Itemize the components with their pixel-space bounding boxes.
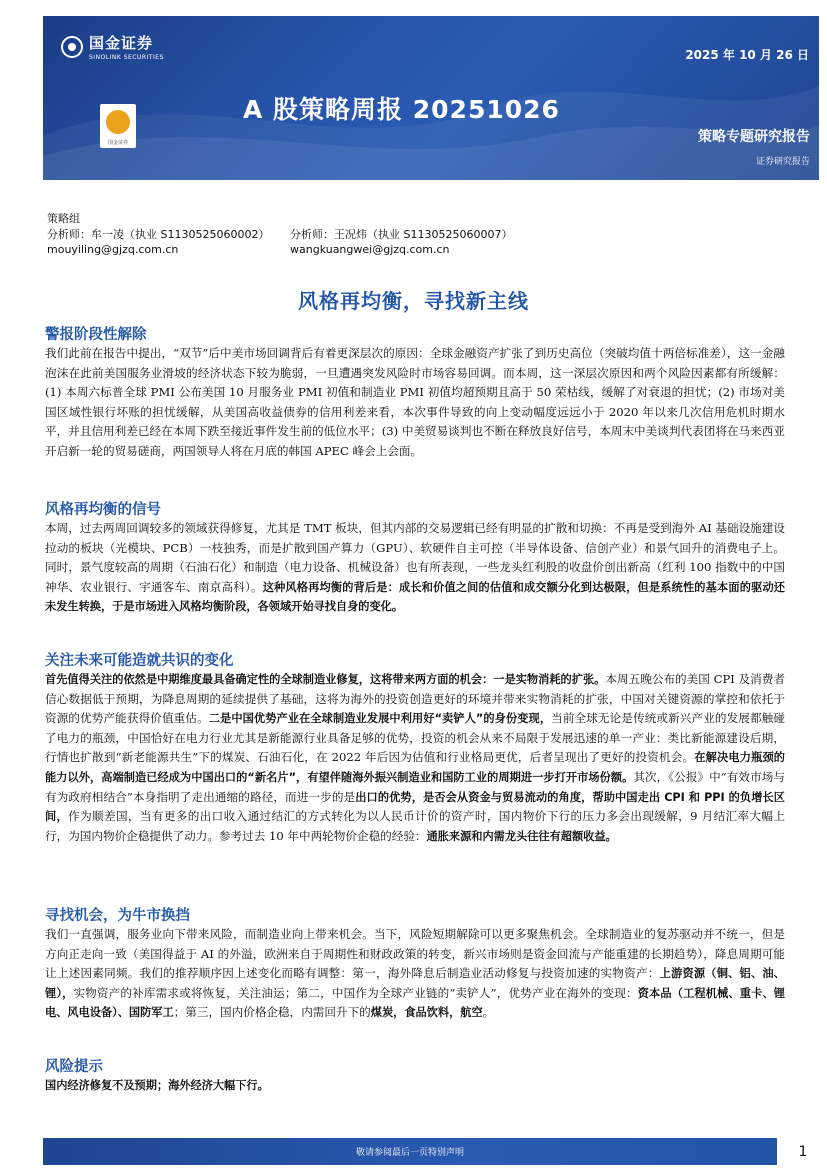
text-3: ；第三，国内价格企稳，内需回升下的: [173, 1005, 371, 1020]
section-rebalance-signal: [45, 501, 785, 617]
section-body: [45, 925, 785, 1023]
main-title: 风格再均衡，寻找新主线: [298, 289, 529, 313]
text-4: 作为顺差国，当有更多的出口收入通过结汇的方式转化为以人民币计价的资产时，国内物价下行的压力多会出现缓解，9 月结汇率大幅上行，为国内物价企稳提供了动力。参考过去 10 年中两轮物价企稳的经验：: [45, 809, 785, 843]
text-3: 其次，《公报》中“有效市场与有为政府相结合”本身指明了走出通缩的路径，而进一步的是: [45, 769, 785, 804]
section-body: [45, 1076, 785, 1096]
author-2-email[interactable]: wangkuangwei@gjzq.com.cn: [290, 243, 450, 256]
section-body: 我们此前在报告中提出，“双节”后中美市场回调背后有着更深层次的原因：全球金融资产扩张了到历史高位（突破均值十两倍标准差），这一金融泡沫在此前美国服务业滑坡的经济状态下较为脆弱，一旦遭遇突发风险时市场容易回调。而本周，这一深层次原因和两个风险因素都有所缓解：(1) 本周六标普全球 PMI 公布美国 10 月服务业 PMI 初值和制造业 PMI 初值均超预期且高于 50 荣枯线，缓解了对衰退的担忧；(2) 市场对美国区域性银行坏账的担忧缓解，从美国高收益债券的信用利差来看，本次事件导致的向上变动幅度远远小于 2020 年以来几次信用危机时期水平，并且信用利差已经在本周下跌至接近事件发生前的低位水平；(3) 中美贸易谈判也不断在释放良好信号，本周末中美谈判代表团将在马来西亚开启新一轮的贸易磋商，两国领导人将在月底的韩国 APEC 峰会上会面。: [45, 346, 785, 458]
bold-3: 煤炭，食品饮料，航空: [370, 1006, 483, 1020]
text-1: 我们一直强调，服务业向下带来风险，而制造业向上带来机会。当下，风险短期解除可以更多聚焦机会。全球制造业的复苏驱动并不统一，但是方向正走向一致（美国得益于 AI 的外溢，欧洲来自于周期性和财政政策的转变，新兴市场则是资金回流与产能重建的长期趋势），降息周期可能让上述因素同频。我们的推荐顺序因上述变化而略有调整：第一，海外降息后制造业活动修复与投资加速的实物资产：: [45, 927, 785, 981]
footer-bar: [43, 1138, 777, 1165]
qr-code-badge: [100, 104, 136, 148]
section-find-opportunity: [45, 907, 785, 1023]
report-header-banner: [43, 16, 819, 180]
bold-1: 上游资源（铜、铝、油、锂），: [45, 967, 785, 1000]
bold-1: 首先值得关注的依然是中期维度最具备确定性的全球制造业修复，这将带来两方面的机会：一是实物消耗的扩张。: [45, 673, 606, 686]
section-alert-lifted: [45, 326, 785, 462]
qr-caption: 国金证券: [107, 140, 128, 146]
section-heading: 警报阶段性解除: [45, 327, 147, 343]
section-heading: 风险提示: [45, 1059, 103, 1075]
bold-4: 出口的优势，是否会从资金与贸易流动的角度，帮助中国走出 CPI 和 PPI 的负增长区间，: [45, 790, 785, 824]
section-text: 本周，过去两周回调较多的领域获得修复，尤其是 TMT 板块，但其内部的交易逻辑已经有明显的扩散和切换：不再是受到海外 AI 基础设施建设拉动的板块（光模块、PCB）一枝独秀，而是扩散到国产算力（GPU）、软硬件自主可控（半导体设备、信创产业）和景气回升的消费电子上。同时，景气度较高的周期（石油石化）和制造（电力设备、机械设备）也有所表现，一些龙头红利股的收盘价创出新高（红利 100 指数中的中国神华、农业银行、宇通客车、南京高科）。: [45, 521, 785, 594]
logo-icon: [61, 36, 83, 58]
authors-block: [47, 211, 513, 258]
report-category: 策略专题研究报告: [698, 129, 810, 145]
company-logo: [61, 32, 164, 61]
logo-name-en: SINOLINK SECURITIES: [89, 54, 164, 61]
author-group: 策略组: [47, 212, 80, 225]
section-future-consensus: [45, 652, 785, 846]
section-risk: [45, 1058, 785, 1096]
text-4: 。: [482, 1005, 495, 1020]
report-type: 证券研究报告: [755, 157, 810, 167]
report-date: 2025 年 10 月 26 日: [685, 48, 809, 62]
logo-name-cn: 国金证券: [89, 34, 154, 52]
section-body: [45, 519, 785, 617]
bold-2: 二是中国优势产业在全球制造业发展中利用好“卖铲人”的身份变现，: [208, 712, 552, 726]
section-heading: 风格再均衡的信号: [45, 502, 161, 518]
section-bold-text: 这种风格再均衡的背后是：成长和价值之间的估值和成交额分化到达极限，但是系统性的基本面的驱动还未发生转换，于是市场进入风格均衡阶段，各领域开始寻找自身的变化。: [45, 580, 785, 614]
risk-text: 国内经济修复不及预期；海外经济大幅下行。: [45, 1079, 269, 1092]
section-heading: 寻找机会，为牛市换挡: [45, 908, 190, 924]
author-1-email[interactable]: mouyiling@gjzq.com.cn: [47, 243, 179, 256]
text-2: 实物资产的补库需求或将恢复，关注油运；第二，中国作为全球产业链的“卖铲人”，优势产业在海外的变现：: [73, 985, 638, 1000]
page-number: 1: [798, 1144, 808, 1160]
report-title: A 股策略周报 20251026: [243, 95, 560, 124]
bold-3: 在解决电力瓶颈的能力以外，高端制造已经成为中国出口的“新名片”，有望伴随海外振兴制造业和国防工业的周期进一步打开市场份额。: [45, 751, 785, 784]
footer-disclaimer-note: 敬请参阅最后一页特别声明: [355, 1148, 464, 1158]
author-1-label: 分析师：牟一凌（执业 S1130525060002）: [47, 227, 270, 241]
section-body: [45, 670, 785, 846]
section-heading: 关注未来可能造就共识的变化: [45, 653, 234, 669]
qr-emblem-icon: [106, 110, 130, 134]
text-2: 当前全球无论是传统或新兴产业的发展都触碰了电力的瓶颈，中国恰好在电力行业尤其是新能源行业具备足够的优势，投资的机会从来不局限于发展迅速的单一产业：类比新能源建设后期，行情也扩散到“新老能源共生”下的煤炭、石油石化，在 2022 年后因为估值和行业格局更优，后者呈现出了更好的投资机会。: [45, 711, 785, 765]
bold-2: 资本品（工程机械、重卡、锂电、风电设备）、国防军工: [45, 986, 785, 1020]
text-1: 本周五晚公布的美国 CPI 及消费者信心数据低于预期，为降息周期的延续提供了基础，这将为海外的投资创造更好的环境并带来实物消耗的扩张，中国对关键资源的掌控和依托于资源的优势产能获得价值重估。: [45, 672, 785, 726]
author-2-label: 分析师：王况炜（执业 S1130525060007）: [290, 227, 513, 241]
bold-5: 通胀来源和内需龙头往往有超额收益。: [426, 829, 617, 843]
